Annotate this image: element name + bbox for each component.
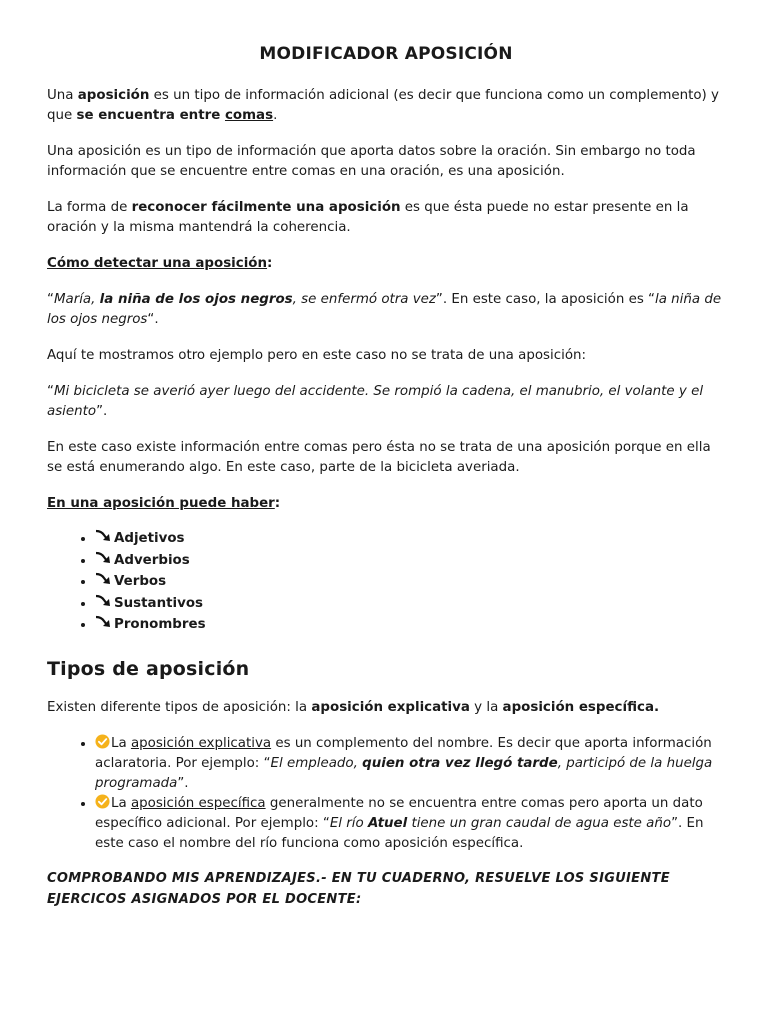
document-page [47,44,725,910]
paragraph-explanation: En este caso existe información entre comas pero ésta no se trata de una aposición porque en ella se está enumerando algo. En este caso, parte de la bicicleta averiada. [47,440,711,475]
italic-text: , se enfermó otra vez [292,292,436,307]
bold-term: aposición [77,88,150,103]
list-item [95,550,725,572]
list-item [95,593,725,615]
colon: : [267,256,273,271]
text: es que ésta puede no estar presente en la oración y la misma mantendrá la coherencia. [47,200,689,235]
subheading: En una aposición puede haber [47,496,275,511]
italic-text: El empleado, [270,755,363,771]
section-title: Tipos de aposición [47,657,250,680]
text: Existen diferente tipos de aposición: la [47,699,312,715]
text: La [111,735,131,751]
list-item-label: Verbos [114,574,167,589]
text: ”. En este caso el nombre del río funciona como aposición específica. [95,815,704,851]
paragraph-clarification: Una aposición es un tipo de información que aporta datos sobre la oración. Sin embargo no toda información que se encuentre entre comas en una oración, es una aposición. [47,144,696,179]
curved-arrow-icon [95,529,115,545]
list-item-label: Pronombres [114,617,206,632]
underlined-term: aposición específica [130,795,266,811]
quote-mark: “ [47,384,54,399]
document-title: MODIFICADOR APOSICIÓN [259,44,513,64]
curved-arrow-icon [95,615,115,631]
underlined-term: comas [224,108,274,123]
apposition-types-list [47,734,725,854]
list-item [95,528,725,550]
italic-text: , participó de la huelga programada [95,755,713,791]
list-item-label: Adjetivos [114,531,185,546]
text: La [111,795,131,811]
quote-mark: ”. [177,775,189,791]
detect-heading [47,254,725,274]
subheading: Cómo detectar una aposición [47,256,268,271]
text: es un tipo de información adicional (es decir que funciona como un complemento) y que [47,88,719,123]
text: ”. En este caso, la aposición es “ [435,292,655,307]
bold-term: aposición específica [502,699,654,715]
word-type-list [47,528,725,636]
can-heading [47,494,725,514]
italic-text: Mi bicicleta se averió ayer luego del accidente. Se rompió la cadena, el manubrio, el volante y el asiento [47,384,704,419]
italic-text: María, [53,292,100,307]
check-badge-icon [95,734,110,749]
italic-text: El río [329,815,368,831]
text: . [653,699,660,715]
text: Una [47,88,78,103]
quote-mark: ”. [96,404,108,419]
types-intro [47,698,725,718]
text: y la [469,699,503,715]
check-badge-icon [95,794,110,809]
bold-phrase: reconocer fácilmente una aposición [131,200,401,215]
text: es un complemento del nombre. Es decir que aporta información aclaratoria. Por ejemplo: “ [95,735,712,771]
list-item [95,571,725,593]
underlined-term: aposición explicativa [130,735,272,751]
exercise-instruction: COMPROBANDO MIS APRENDIZAJES.- EN TU CUADERNO, RESUELVE LOS SIGUIENTE EJERCICOS ASIGNADOS POR EL DOCENTE: [47,870,670,907]
text: generalmente no se encuentra entre comas pero aporta un dato específico adicional. Por ejemplo: “ [95,795,703,831]
text: . [273,108,278,123]
curved-arrow-icon [95,594,115,610]
curved-arrow-icon [95,551,115,567]
example-two [47,382,725,422]
list-item [95,614,725,636]
text: La forma de [47,200,132,215]
list-item-label: Sustantivos [114,595,204,611]
bold-phrase: se encuentra entre [76,108,225,123]
list-item-especifica [95,794,725,854]
colon: : [274,496,281,511]
curved-arrow-icon [95,572,115,588]
bold-italic-apposition: quien otra vez llegó tarde [362,755,558,771]
paragraph-other-example: Aquí te mostramos otro ejemplo pero en este caso no se trata de una aposición: [47,348,587,363]
quote-mark: “. [147,312,159,327]
bold-italic-apposition: la niña de los ojos negros [99,292,293,307]
paragraph-definition [47,86,725,126]
bold-italic-apposition: Atuel [367,815,408,831]
quote-mark: “ [47,292,54,307]
list-item-label: Adverbios [114,552,190,568]
paragraph-recognition [47,198,725,238]
list-item-explicativa [95,734,725,794]
example-one [47,290,725,330]
italic-text: la niña de los ojos negros [47,292,722,327]
bold-term: aposición explicativa [311,699,470,715]
italic-text: tiene un gran caudal de agua este año [407,815,672,831]
